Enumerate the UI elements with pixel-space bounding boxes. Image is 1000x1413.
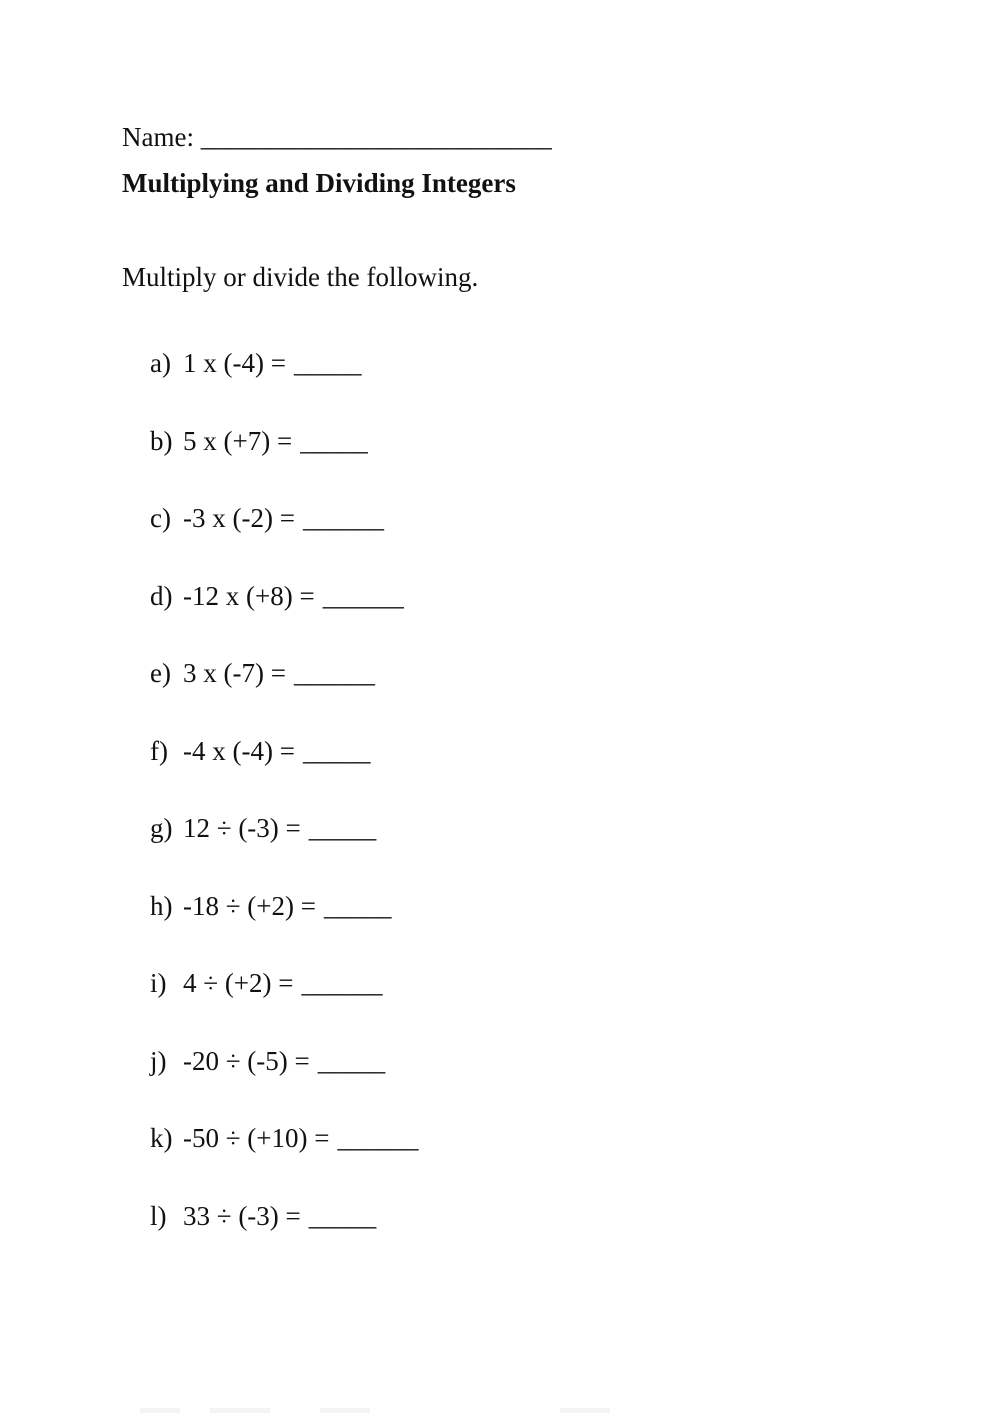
problem-row-a [150,348,419,378]
answer-blank[interactable]: ______ [322,580,404,611]
name-line [122,122,552,153]
problem-label: g) [150,813,173,843]
name-blank-line[interactable]: __________________________ [200,122,552,152]
problem-label: b) [150,425,173,456]
problem-row-c [150,503,419,533]
answer-blank[interactable]: _____ [317,1045,386,1076]
answer-blank[interactable]: _____ [308,813,377,843]
page-cutoff-artifact [140,1408,900,1413]
problem-expression: 5 x (+7) = [183,425,293,456]
problem-row-b [150,426,419,456]
problem-row-j [150,1046,419,1076]
problem-expression: -3 x (-2) = [183,503,295,533]
problem-list [150,348,419,1278]
problem-row-i [150,968,419,998]
problem-label: a) [150,348,171,378]
problem-label: j) [150,1045,167,1076]
problem-label: k) [150,1123,173,1153]
problem-label: l) [150,1200,167,1231]
problem-expression: 12 ÷ (-3) = [183,813,301,843]
problem-expression: -18 ÷ (+2) = [183,890,316,921]
problem-expression: 3 x (-7) = [183,658,286,688]
problem-row-e [150,658,419,688]
problem-row-k [150,1123,419,1153]
answer-blank[interactable]: ______ [337,1123,419,1153]
problem-row-d [150,581,419,611]
answer-blank[interactable]: _____ [302,735,371,766]
problem-label: c) [150,503,171,533]
page-title: Multiplying and Dividing Integers [122,168,516,198]
answer-blank[interactable]: ______ [301,968,383,998]
answer-blank[interactable]: _____ [324,890,392,921]
problem-row-l [150,1201,419,1231]
problem-label: e) [150,658,171,688]
problem-label: d) [150,580,173,611]
problem-expression: -12 x (+8) = [183,580,315,611]
problem-row-h [150,891,419,921]
answer-blank[interactable]: ______ [293,658,375,688]
problem-expression: 4 ÷ (+2) = [183,968,294,998]
answer-blank[interactable]: ______ [302,503,384,533]
problem-expression: 33 ÷ (-3) = [183,1200,301,1231]
problem-row-f [150,736,419,766]
problem-label: i) [150,968,167,998]
problem-expression: -20 ÷ (-5) = [183,1045,310,1076]
answer-blank[interactable]: _____ [293,348,362,378]
answer-blank[interactable]: _____ [300,425,368,456]
problem-label: h) [150,890,173,921]
instruction-text: Multiply or divide the following. [122,262,479,292]
name-label: Name: [122,122,194,152]
problem-expression: 1 x (-4) = [183,348,286,378]
problem-label: f) [150,735,168,766]
problem-expression: -4 x (-4) = [183,735,295,766]
problem-row-g [150,813,419,843]
problem-expression: -50 ÷ (+10) = [183,1123,330,1153]
answer-blank[interactable]: _____ [308,1200,377,1231]
